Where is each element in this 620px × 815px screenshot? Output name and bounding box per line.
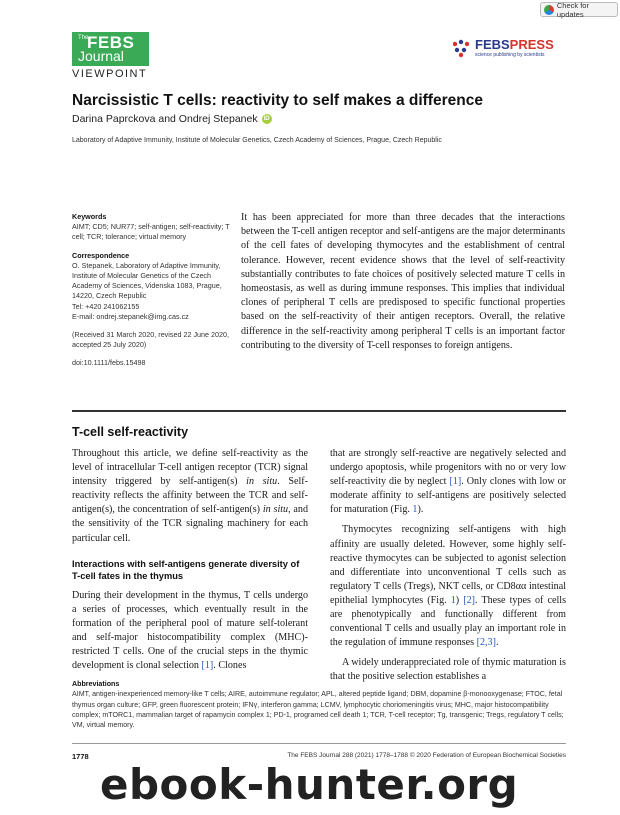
keywords-text: AIMT; CD5; NUR77; self-antigen; self-reactivity; T cell; TCR; tolerance; virtual memory: [72, 222, 230, 242]
section-heading: T-cell self-reactivity: [72, 425, 189, 439]
footer-divider: [72, 743, 566, 744]
correspondence-tel: Tel: +420 241062155: [72, 301, 140, 311]
febs-press-logo: [451, 37, 561, 61]
febs-press-tagline: science publishing by scientists: [475, 52, 545, 58]
text-run: During their development in the thymus, T cells undergo a series of processes, which eventually result in the formation of the peripheral pool of mature self-tolerant and self-major histocompatibility complex (MHC)-restricted T cells. One of the crucial steps in the thymic development is clonal selection: [72, 589, 308, 672]
crossmark-icon: [544, 5, 554, 15]
text-run: . Only clones with low or moderate affinity to self-antigens are positively selected for maturation (Fig.: [330, 476, 567, 516]
logo-the: The: [78, 35, 89, 41]
author-affiliation: Laboratory of Adaptive Immunity, Institute of Molecular Genetics, Czech Academy of Sciences, Prague, Czech Republic: [72, 137, 442, 144]
abbreviations-heading: Abbreviations: [72, 680, 120, 688]
logo-febs: FEBS: [87, 33, 135, 52]
correspondence-heading: Correspondence: [72, 250, 130, 260]
text-run: . Self-reactivity reflects the affinity between the TCR and self-antigen(s), the concentration of self-antigen(s): [72, 476, 308, 516]
body-column-left: [72, 447, 308, 673]
text-run: Thymocytes recognizing self-antigens with high affinity are usually deleted. However, some highly self-reactive thymocytes can be subjected to agonist selection and differentiate into unconventional T cells such as regulatory T cells (Tregs), NKT cells, or CD8αα intestinal epithelial lymphocytes (Fig.: [330, 524, 566, 606]
text-run: .: [495, 637, 499, 649]
text-run: . These types of cells are phenotypically and functionally different from conventional T cells and usually play an important role in the regulation of immune responses: [330, 594, 566, 649]
abstract: It has been appreciated for more than three decades that the interactions between the T-cell antigen receptor and self-antigens are the major determinants of the cell fates of developing thymocytes and the establishment of central tolerance. However, recent evidence shows that the level of self-reactivity substantially contributes to fate choices of positively selected mature T cells in homeostasis, as well as during immune responses. This implies that individual clones of peripheral T cells are predisposed to specific functional properties based on the self-reactivity of their antigen receptors. Overall, the relative difference in the self-reactivity among peripheral T cells is an important factor contributing to the diversity of T-cell responses to foreign antigens.: [241, 212, 565, 351]
section-label: VIEWPOINT: [72, 68, 148, 80]
check-for-updates-button[interactable]: [540, 2, 618, 17]
watermark: ebook-hunter.org: [100, 760, 519, 809]
body-column-right: [330, 447, 566, 685]
reference-link[interactable]: [2]: [463, 594, 476, 606]
doi-link[interactable]: doi:10.1111/febs.15498: [72, 358, 146, 368]
check-updates-label: Check for updates: [556, 0, 589, 19]
article-title: Narcissistic T cells: reactivity to self makes a difference: [72, 92, 483, 109]
abbreviations-block: [72, 679, 566, 730]
febs-press-dots-icon: [451, 38, 471, 58]
body-paragraph: [330, 523, 566, 650]
authors-text: Darina Paprckova and Ondrej Stepanek: [72, 113, 258, 125]
febs-press-name-b: PRESS: [509, 37, 554, 52]
text-run: Throughout this article, we define self-reactivity as the level of intracellular T-cell antigen receptor (TCR) signal intensity triggered by self-antigen(s): [72, 448, 308, 488]
body-paragraph: [330, 447, 566, 517]
reference-link[interactable]: [1]: [449, 476, 462, 488]
febs-journal-logo: [72, 32, 149, 66]
reference-link[interactable]: [1]: [201, 660, 214, 672]
correspondence-block: [72, 251, 232, 322]
article-authors: [72, 113, 272, 125]
text-run: ).: [417, 504, 424, 516]
body-paragraph: [72, 589, 308, 674]
section-divider: [72, 410, 566, 412]
text-run: ): [455, 594, 464, 606]
keywords-block: [72, 212, 232, 243]
correspondence-address: O. Stepanek, Laboratory of Adaptive Immunity, Institute of Molecular Genetics of the Czech Academy of Sciences, Videnska 1083, Prague, 14220, Czech Republic: [72, 260, 222, 301]
body-paragraph: [72, 447, 308, 546]
footer-citation: The FEBS Journal 288 (2021) 1778–1788 © 2020 Federation of European Biochemical Societies: [287, 752, 566, 759]
text-run-italic: in situ: [262, 504, 289, 516]
abbreviations-text: AIMT, antigen-inexperienced memory-like T cells; AIRE, autoimmune regulator; APL, altered peptide ligand; DBM, dopamine β-monooxygenase; FTOC, fetal thymus organ culture; GFP, green fluorescent protein; IFNγ, interferon gamma; LCMV, lymphocytic choriomeningitis virus; MHC, major histocompatibility complex; mTORC1, mammalian target of rapamycin complex 1; PD-1, programed cell death 1; TCR, T-cell receptor; Tg, transgenic; Tregs, regulatory T cells; VM, virtual memory.: [72, 690, 564, 730]
page-number: 1778: [72, 752, 89, 761]
febs-press-name: [475, 37, 554, 52]
figure-link[interactable]: 1: [450, 594, 456, 606]
article-sidebar: [72, 212, 232, 377]
text-run: that are strongly self-reactive are negatively selected and undergo apoptosis, while progenitors with no or very low self-reactivity die by neglect: [330, 448, 566, 488]
received-dates: (Received 31 March 2020, revised 22 June 2020, accepted 25 July 2020): [72, 330, 230, 350]
text-run: , and the sensitivity of the TCR signaling machinery for each particular cell.: [72, 504, 309, 544]
text-run: . Clones: [213, 660, 247, 672]
orcid-icon[interactable]: iD: [263, 116, 270, 122]
subsection-heading: Interactions with self-antigens generate diversity of T-cell fates in the thymus: [72, 558, 300, 582]
reference-link[interactable]: [2,3]: [476, 637, 496, 649]
correspondence-email[interactable]: E-mail: ondrej.stepanek@img.cas.cz: [72, 311, 189, 321]
keywords-heading: Keywords: [72, 212, 107, 221]
text-run-italic: in situ: [246, 476, 278, 488]
figure-link[interactable]: 1: [412, 504, 418, 516]
body-paragraph: A widely underappreciated role of thymic maturation is that the positive selection establishes a: [330, 657, 566, 683]
febs-press-name-a: FEBS: [475, 37, 510, 52]
logo-journal: Journal: [78, 48, 124, 64]
